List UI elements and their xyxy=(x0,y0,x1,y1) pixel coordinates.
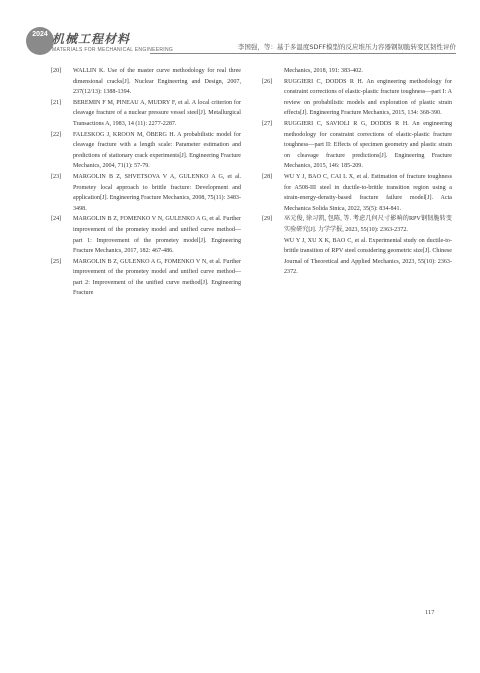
reference-number: [22] xyxy=(51,131,62,138)
reference-number: [26] xyxy=(262,78,273,85)
reference-item xyxy=(51,214,241,256)
reference-text: 巫元俊, 徐习凯, 包陈, 等. 考虑几何尺寸影响的RPV钢韧脆转变实验研究[J]. 力学学报, 2023, 55(10): 2363-2372. xyxy=(284,216,452,233)
reference-item xyxy=(262,77,452,119)
page-number: 117 xyxy=(425,609,435,616)
reference-number: [25] xyxy=(51,258,62,265)
journal-title-cn: 机械工程材料 xyxy=(52,32,131,46)
reference-number: [21] xyxy=(51,99,62,106)
reference-text: WALLIN K. Use of the master curve methodology for real three dimensional cracks[J]. Nuclear Engineering and Design, 2007, 237(12/13): 1388-1394. xyxy=(73,68,241,96)
reference-text: MARGOLIN B Z, GULENKO A G, FOMENKO V N, et al. Further improvement of the prometey model and unified curve method—part 2: Improvement of the unified curve method[J]. Engineering Fracture xyxy=(73,258,241,297)
reference-item xyxy=(262,172,452,214)
reference-item xyxy=(51,257,241,299)
reference-text: RUGGIERI C, SAVIOLI R G, DODDS R H. An engineering methodology for constraint corrections of elastic-plastic fracture toughness—part II: Effects of specimen geometry and plastic strain on cleavage fracture predictions[J]. Engineering Fracture Mechanics, 2015, 146: 185-209. xyxy=(284,120,452,170)
references-right-column xyxy=(262,66,452,278)
reference-item xyxy=(51,98,241,130)
reference-text: MARGOLIN B Z, FOMENKO V N, GULENKO A G, et al. Further improvement of the prometey model and unified curve method—part 1: Improvement of the prometey model[J]. Engineering Fracture Mechanics, 2017, 182: 467-486. xyxy=(73,216,241,255)
reference-item xyxy=(262,119,452,172)
reference-item xyxy=(262,214,452,235)
reference-item xyxy=(51,66,241,98)
reference-continuation xyxy=(262,66,452,77)
reference-text: WU Y J, BAO C, CAI L X, et al. Estimation of fracture toughness for A508-III steel in ductile-to-brittle transition region using a strain-energy-density-based fracture failure model[J]. Acta Mechanica Solida Sinica, 2022, 35(5): 834-841. xyxy=(284,173,452,212)
reference-item xyxy=(51,130,241,172)
reference-text: Mechanics, 2018, 191: 383-402. xyxy=(284,68,363,74)
logo-year: 2024 xyxy=(32,31,48,38)
reference-number: [27] xyxy=(262,120,273,127)
reference-text: WU Y J, XU X K, BAO C, et al. Experimental study on ductile-to-brittle transition of RPV steel considering geometric size[J]. Chinese Journal of Theoretical and Applied Mechanics, 2023, 55(10): 2363-2372. xyxy=(284,237,452,276)
header-divider xyxy=(150,53,456,54)
reference-item xyxy=(51,172,241,214)
running-title: 李国强，等：基于多温度SDFF模型的反应堆压力容器钢韧脆转变区韧性评价 xyxy=(237,43,456,51)
page-header xyxy=(0,0,480,56)
reference-translation xyxy=(262,236,452,278)
reference-text: FALESKOG J, KROON M, ÖBERG H. A probabilistic model for cleavage fracture with a length scale: Parameter estimation and predictions of stationary crack experiments[J]. Engineering Fracture Mechanics, 2004, 71(1): 57-79. xyxy=(73,131,241,170)
journal-title-en: MATERIALS FOR MECHANICAL ENGINEERING xyxy=(52,47,174,53)
reference-text: BEREMIN F M, PINEAU A, MUDRY F, et al. A local criterion for cleavage fracture of a nuclear pressure vessel steel[J]. Metallurgical Transactions A, 1983, 14 (11): 2277-2287. xyxy=(73,99,241,127)
reference-number: [20] xyxy=(51,68,62,74)
reference-number: [28] xyxy=(262,173,273,180)
reference-text: RUGGIERI C, DODDS R H. An engineering methodology for constraint corrections of elastic-plastic fracture toughness—part I: A review on probabilistic models and exploration of plastic strain effects[J]. Engineering Fracture Mechanics, 2015, 134: 368-390. xyxy=(284,78,452,117)
reference-text: MARGOLIN B Z, SHVETSOVA V A, GULENKO A G, et al. Prometey local approach to brittle fracture: Development and application[J]. Engineering Fracture Mechanics, 2008, 75(11): 3483-3498. xyxy=(73,173,241,212)
reference-number: [23] xyxy=(51,173,62,180)
journal-logo xyxy=(26,27,54,55)
reference-number: [29] xyxy=(262,216,273,223)
references-left-column xyxy=(51,66,241,299)
reference-number: [24] xyxy=(51,216,62,223)
